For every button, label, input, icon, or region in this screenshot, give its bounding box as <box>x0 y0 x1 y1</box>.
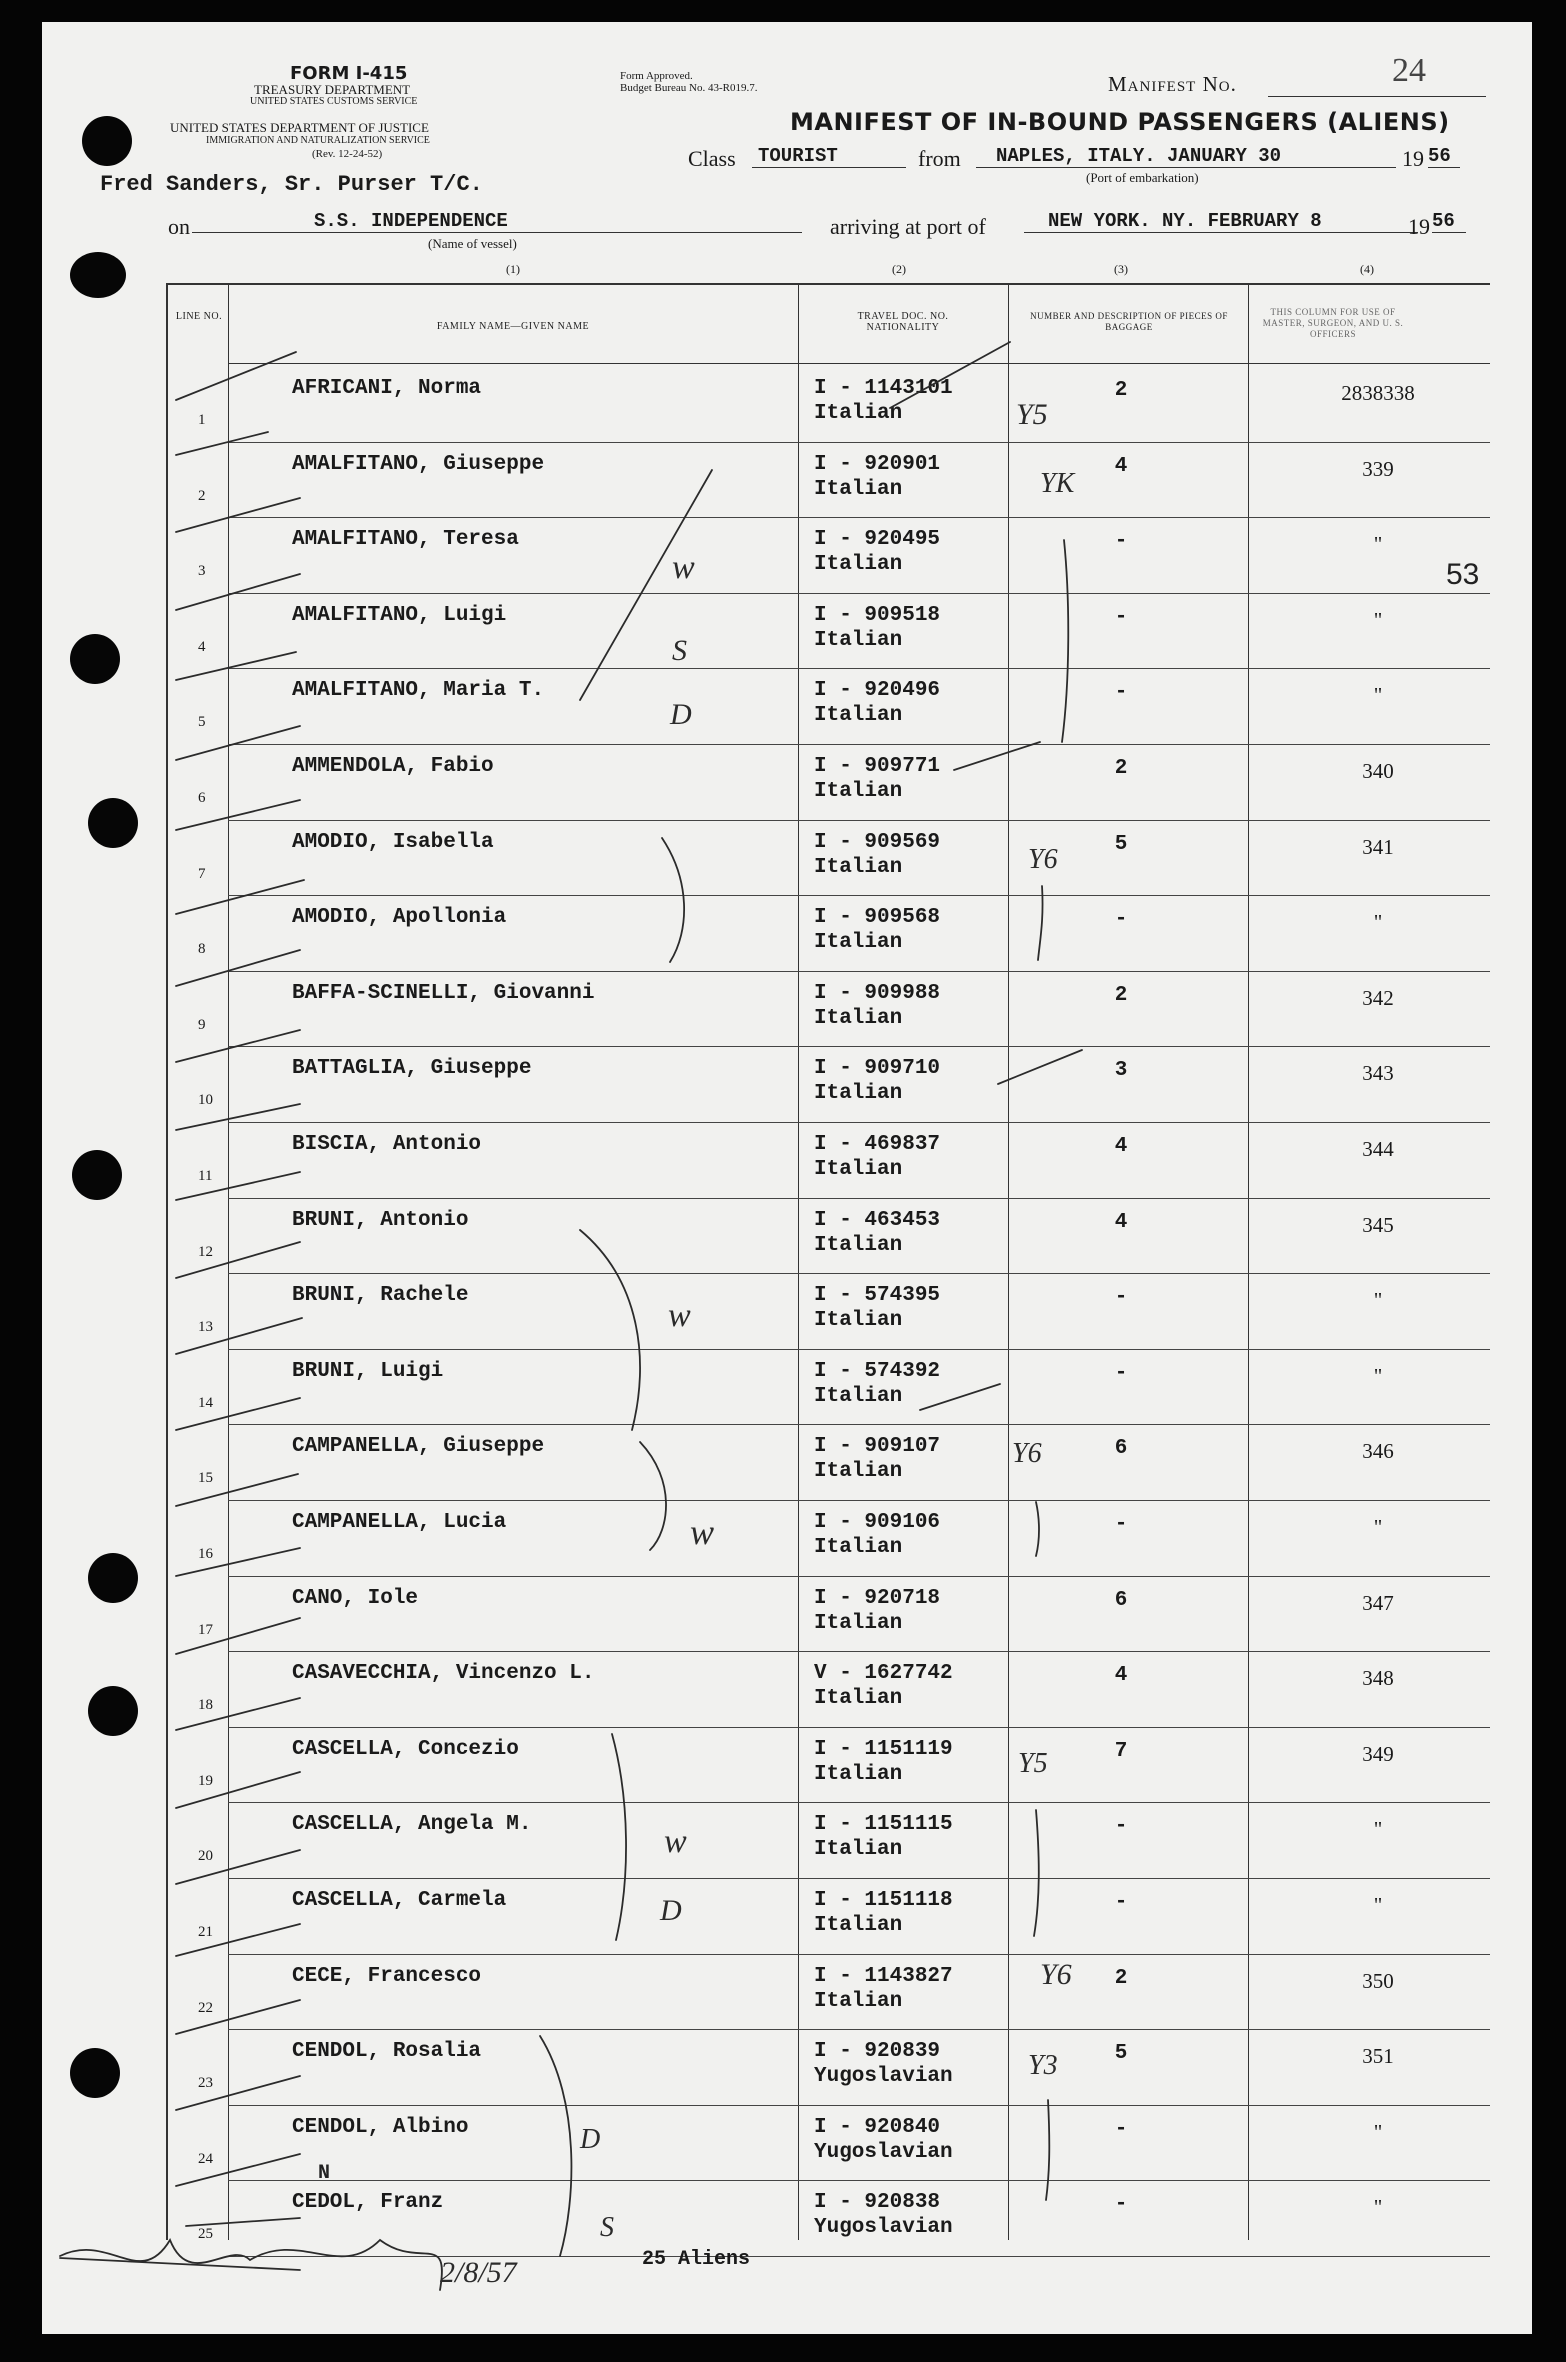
officer-number: " <box>1373 1893 1383 1917</box>
line-number: 18 <box>198 1697 213 1714</box>
bag-y3: Y3 <box>1028 2050 1058 2081</box>
baggage-count: - <box>1114 2193 1128 2217</box>
officer-number: 346 <box>1362 1439 1394 1464</box>
officer-number: " <box>1373 532 1383 557</box>
header-baggage: NUMBER AND DESCRIPTION OF PIECES OF BAGGAGE <box>1030 311 1228 332</box>
travel-doc-number: I - 909988 <box>814 981 941 1005</box>
bag-y6: Y6 <box>1012 1438 1042 1469</box>
nationality: Italian <box>814 1914 903 1937</box>
nationality: Italian <box>814 1309 903 1333</box>
col2-number: (2) <box>892 262 906 276</box>
passenger-name: CAMPANELLA, Giuseppe <box>292 1435 545 1459</box>
line-number: 14 <box>198 1394 213 1411</box>
header-rule <box>228 363 1490 364</box>
passenger-name: CEDOL, Franz <box>292 2191 444 2215</box>
table-row <box>168 2106 1490 2182</box>
hand-s: S <box>600 2212 614 2243</box>
passenger-name: CENDOL, Albino <box>292 2115 469 2139</box>
officer-number: " <box>1373 2195 1383 2220</box>
officer-number: 350 <box>1362 1968 1394 1993</box>
margin-number-53: 53 <box>1446 558 1480 591</box>
table-row <box>168 972 1490 1048</box>
budget-bureau: Budget Bureau No. 43-R019.7. <box>620 82 758 94</box>
form-approved: Form Approved. <box>620 70 693 82</box>
nationality: Italian <box>814 1536 903 1559</box>
travel-doc-number: I - 1143827 <box>814 1964 953 1988</box>
table-row <box>168 1728 1490 1804</box>
travel-doc-number: I - 909518 <box>814 603 941 627</box>
passenger-name: AFRICANI, Norma <box>292 377 482 400</box>
hand-w: w <box>672 549 695 586</box>
table-row <box>168 1577 1490 1653</box>
officer-number: " <box>1373 683 1383 708</box>
table-row <box>168 2030 1490 2106</box>
baggage-count: - <box>1114 2117 1128 2141</box>
nationality: Italian <box>814 402 903 425</box>
baggage-count: 2 <box>1114 757 1128 780</box>
nationality: Italian <box>814 553 903 577</box>
nationality: Italian <box>814 780 903 803</box>
table-row <box>168 594 1490 670</box>
table-row <box>168 1803 1490 1879</box>
table-row <box>168 1425 1490 1501</box>
purser: Fred Sanders, Sr. Purser T/C. <box>100 172 483 197</box>
binder-hole <box>70 252 126 298</box>
travel-doc-number: I - 1151118 <box>814 1889 953 1912</box>
officer-number: " <box>1373 1515 1383 1539</box>
passenger-name: CAMPANELLA, Lucia <box>292 1511 507 1534</box>
line-number: 25 <box>198 2226 213 2243</box>
baggage-count: - <box>1114 1513 1128 1536</box>
officer-number: 344 <box>1362 1137 1394 1161</box>
travel-doc-number: I - 909569 <box>814 830 941 854</box>
hand-s: S <box>672 634 687 667</box>
table-row <box>168 367 1490 443</box>
officer-number: " <box>1373 2119 1383 2144</box>
total-aliens: 25 Aliens <box>642 2248 751 2271</box>
manifest-no-label: Manifest No. <box>1108 72 1237 96</box>
vessel-caption: (Name of vessel) <box>428 236 517 251</box>
table-row <box>168 1501 1490 1577</box>
passenger-name: CASCELLA, Carmela <box>292 1889 507 1912</box>
nationality: Italian <box>814 477 903 501</box>
nationality: Italian <box>814 1384 903 1408</box>
travel-doc-number: I - 909771 <box>814 755 941 778</box>
officer-number: 340 <box>1362 759 1394 783</box>
baggage-count: - <box>1114 908 1128 932</box>
passenger-name: BAFFA-SCINELLI, Giovanni <box>292 981 595 1005</box>
header-family-name: FAMILY NAME—GIVEN NAME <box>436 321 590 332</box>
nationality: Italian <box>814 1687 903 1711</box>
travel-doc-number: I - 920496 <box>814 679 941 703</box>
line-number: 23 <box>198 2075 213 2092</box>
nationality: Italian <box>814 855 903 879</box>
travel-doc-number: V - 1627742 <box>814 1662 953 1686</box>
travel-doc-number: I - 909107 <box>814 1435 941 1459</box>
hand-d: D <box>670 698 692 731</box>
officer-number: 339 <box>1362 456 1394 481</box>
passenger-table <box>166 283 1490 2243</box>
line-number: 9 <box>198 1016 206 1033</box>
passenger-name: AMMENDOLA, Fabio <box>292 755 494 778</box>
passenger-name: BISCIA, Antonio <box>292 1133 482 1156</box>
officer-number: 341 <box>1362 834 1394 859</box>
nationality: Italian <box>814 704 903 728</box>
on-label: on <box>168 214 190 239</box>
baggage-count: - <box>1114 530 1128 554</box>
nationality: Italian <box>814 1006 903 1030</box>
passenger-name: BRUNI, Luigi <box>292 1359 444 1383</box>
baggage-count: 5 <box>1114 832 1128 856</box>
nationality: Italian <box>814 1233 903 1257</box>
passenger-name: CENDOL, Rosalia <box>292 2040 482 2064</box>
manifest-no-line <box>1268 96 1486 97</box>
travel-doc-number: I - 574395 <box>814 1284 941 1308</box>
binder-hole <box>88 798 138 848</box>
nationality: Italian <box>814 1460 903 1484</box>
table-row <box>168 1199 1490 1275</box>
officer-number: " <box>1373 910 1383 935</box>
bag-y5: Y5 <box>1018 1748 1048 1779</box>
travel-doc-number: I - 920901 <box>814 452 941 476</box>
officer-number: 348 <box>1362 1666 1394 1691</box>
passenger-name: CECE, Francesco <box>292 1964 482 1988</box>
baggage-count: 4 <box>1114 454 1128 478</box>
hand-d: D <box>580 2124 601 2155</box>
arrival-year: 56 <box>1432 210 1466 233</box>
officer-number: 2838338 <box>1341 381 1415 405</box>
baggage-count: 2 <box>1114 983 1128 1007</box>
class-value: TOURIST <box>752 145 906 168</box>
line-number: 4 <box>198 638 206 655</box>
manifest-no-value: 24 <box>1392 52 1426 89</box>
manifest-title: MANIFEST OF IN-BOUND PASSENGERS (ALIENS) <box>790 108 1450 136</box>
from-value: NAPLES, ITALY. JANUARY 30 <box>976 145 1396 168</box>
passenger-name: CASCELLA, Concezio <box>292 1737 519 1761</box>
table-row <box>168 821 1490 897</box>
table-row <box>168 745 1490 821</box>
baggage-count: - <box>1114 1286 1128 1310</box>
table-row <box>168 1879 1490 1955</box>
baggage-count: 5 <box>1114 2042 1128 2066</box>
signature-date: 2/8/57 <box>440 2256 517 2289</box>
table-row <box>168 669 1490 745</box>
passenger-name: AMALFITANO, Luigi <box>292 603 507 627</box>
col4-number: (4) <box>1360 262 1374 276</box>
baggage-count: 3 <box>1114 1059 1128 1083</box>
baggage-count: - <box>1114 605 1128 629</box>
table-row <box>168 518 1490 594</box>
travel-doc-number: I - 469837 <box>814 1133 941 1156</box>
nationality: Italian <box>814 1989 903 2013</box>
header-line-no: LINE NO. <box>175 311 223 322</box>
officer-number: 343 <box>1362 1061 1394 1086</box>
baggage-count: 7 <box>1114 1739 1128 1763</box>
line-number: 13 <box>198 1319 213 1336</box>
line-number: 15 <box>198 1470 213 1487</box>
travel-doc-number: I - 1143101 <box>814 377 953 400</box>
line-number: 19 <box>198 1772 213 1789</box>
officer-number: 351 <box>1362 2044 1394 2069</box>
nationality: Italian <box>814 628 903 652</box>
passenger-name: AMALFITANO, Teresa <box>292 528 519 552</box>
col3-number: (3) <box>1114 262 1128 276</box>
passenger-name: BRUNI, Antonio <box>292 1208 469 1232</box>
nationality: Yugoslavian <box>814 2065 953 2089</box>
travel-doc-number: I - 463453 <box>814 1208 941 1232</box>
travel-doc-number: I - 920839 <box>814 2040 941 2064</box>
line-number: 17 <box>198 1621 213 1638</box>
baggage-count: - <box>1114 1815 1128 1839</box>
table-row <box>168 2181 1490 2257</box>
table-row <box>168 896 1490 972</box>
line-number: 5 <box>198 714 206 731</box>
form-number: FORM I-415 <box>290 63 408 84</box>
row-rule <box>228 2256 1490 2257</box>
bag-y6: Y6 <box>1040 1958 1072 1991</box>
passenger-name: AMALFITANO, Maria T. <box>292 679 545 703</box>
binder-hole <box>70 2048 120 2098</box>
nationality: Yugoslavian <box>814 2216 953 2240</box>
nationality: Italian <box>814 1158 903 1181</box>
table-row <box>168 1350 1490 1426</box>
arrival-year-prefix: 19 <box>1408 214 1430 239</box>
dept-of-justice: UNITED STATES DEPARTMENT OF JUSTICE <box>170 120 429 135</box>
vessel: S.S. INDEPENDENCE <box>192 210 802 233</box>
officer-number: " <box>1373 1288 1383 1313</box>
binder-hole <box>88 1553 138 1603</box>
line-number: 20 <box>198 1848 213 1865</box>
table-row <box>168 1274 1490 1350</box>
customs-service: UNITED STATES CUSTOMS SERVICE <box>250 96 418 107</box>
passenger-name: AMALFITANO, Giuseppe <box>292 452 545 476</box>
header-travel-doc: TRAVEL DOC. NO. NATIONALITY <box>857 311 949 333</box>
arriving-value: NEW YORK. NY. FEBRUARY 8 <box>1024 210 1418 233</box>
passenger-name: AMODIO, Apollonia <box>292 906 507 930</box>
nationality: Italian <box>814 1838 903 1862</box>
header-officers: THIS COLUMN FOR USE OF MASTER, SURGEON, AND U. S. OFFICERS <box>1262 307 1404 339</box>
line-number: 8 <box>198 941 206 958</box>
officer-number: 347 <box>1362 1590 1394 1615</box>
nationality: Italian <box>814 931 903 955</box>
baggage-count: 6 <box>1114 1588 1128 1612</box>
travel-doc-number: I - 920838 <box>814 2191 941 2215</box>
passenger-name: BRUNI, Rachele <box>292 1284 469 1308</box>
baggage-count: 2 <box>1114 379 1128 402</box>
hand-w: w <box>690 1512 715 1552</box>
line-number: 6 <box>198 790 206 806</box>
line-number: 21 <box>198 1924 213 1940</box>
line-number: 11 <box>198 1168 213 1184</box>
passenger-name: CASAVECCHIA, Vincenzo L. <box>292 1662 595 1686</box>
passenger-name: CASCELLA, Angela M. <box>292 1813 532 1837</box>
line-number: 1 <box>198 412 206 428</box>
bag-y6: Y6 <box>1028 844 1058 875</box>
travel-doc-number: I - 920840 <box>814 2115 941 2139</box>
from-year-prefix: 19 <box>1402 146 1424 171</box>
binder-hole <box>72 1150 122 1200</box>
line-number: 24 <box>198 2150 213 2167</box>
treasury-department: TREASURY DEPARTMENT <box>254 82 411 97</box>
col1-number: (1) <box>506 262 520 276</box>
table-row <box>168 1047 1490 1123</box>
line-number: 2 <box>198 487 206 504</box>
baggage-count: 4 <box>1114 1210 1128 1234</box>
officer-number: " <box>1373 607 1383 632</box>
binder-hole <box>70 634 120 684</box>
nationality: Italian <box>814 1611 903 1635</box>
line-number: 12 <box>198 1243 213 1260</box>
officer-number: 345 <box>1362 1212 1394 1237</box>
binder-hole <box>82 116 132 166</box>
hand-w: w <box>668 1297 691 1334</box>
line-number: 10 <box>198 1092 213 1109</box>
line-number: 22 <box>198 1999 213 2016</box>
travel-doc-number: I - 1151119 <box>814 1737 953 1761</box>
binder-hole <box>88 1686 138 1736</box>
bag-y5: Y5 <box>1016 398 1048 431</box>
officer-number: " <box>1373 1363 1383 1388</box>
hand-d: D <box>660 1894 682 1927</box>
officer-number: " <box>1373 1817 1383 1842</box>
baggage-count: 4 <box>1114 1664 1128 1688</box>
table-row <box>168 1123 1490 1199</box>
travel-doc-number: I - 909106 <box>814 1511 941 1534</box>
passenger-name: BATTAGLIA, Giuseppe <box>292 1057 532 1081</box>
class-label: Class <box>688 146 736 171</box>
travel-doc-number: I - 920718 <box>814 1586 941 1610</box>
from-year: 56 <box>1428 145 1460 168</box>
hand-w: w <box>664 1823 687 1860</box>
baggage-count: - <box>1114 1891 1128 1914</box>
baggage-count: - <box>1114 681 1128 705</box>
table-row <box>168 443 1490 519</box>
travel-doc-number: I - 909568 <box>814 906 941 930</box>
officer-number: 349 <box>1362 1741 1394 1766</box>
bag-yk: YK <box>1040 468 1075 499</box>
baggage-count: - <box>1114 1361 1128 1385</box>
travel-doc-number: I - 1151115 <box>814 1813 953 1837</box>
baggage-count: 4 <box>1114 1135 1128 1158</box>
nationality: Yugoslavian <box>814 2140 953 2164</box>
arriving-label: arriving at port of <box>830 214 986 239</box>
immigration-service: IMMIGRATION AND NATURALIZATION SERVICE <box>206 135 430 146</box>
line-number: 7 <box>198 865 206 882</box>
port-caption: (Port of embarkation) <box>1086 170 1199 185</box>
row25-letter-n: N <box>318 2162 331 2185</box>
travel-doc-number: I - 920495 <box>814 528 941 552</box>
officer-number: 342 <box>1362 985 1394 1010</box>
nationality: Italian <box>814 1762 903 1786</box>
table-row <box>168 1652 1490 1728</box>
revision: (Rev. 12-24-52) <box>312 148 383 160</box>
travel-doc-number: I - 909710 <box>814 1057 941 1081</box>
line-number: 16 <box>198 1546 213 1562</box>
baggage-count: 2 <box>1114 1966 1128 1990</box>
passenger-name: AMODIO, Isabella <box>292 830 494 854</box>
travel-doc-number: I - 574392 <box>814 1359 941 1383</box>
nationality: Italian <box>814 1082 903 1106</box>
baggage-count: 6 <box>1114 1437 1128 1461</box>
passenger-name: CANO, Iole <box>292 1586 419 1610</box>
table-row <box>168 1955 1490 2031</box>
line-number: 3 <box>198 563 206 580</box>
from-label: from <box>918 146 961 171</box>
